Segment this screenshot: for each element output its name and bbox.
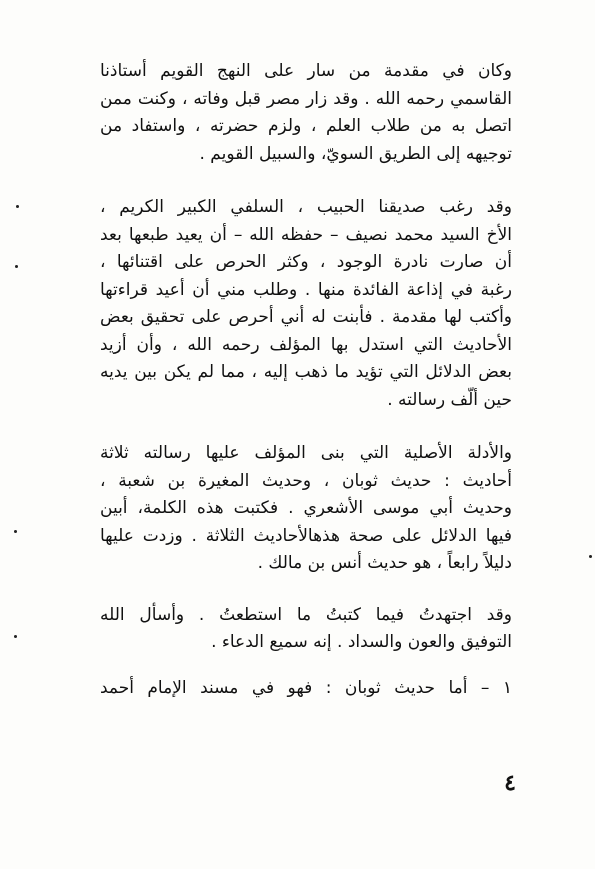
page-body: [100, 58, 512, 702]
text-line: حين ألّف رسالته .: [387, 389, 512, 410]
text-line: وحديث أبي موسى الأشعري . فكتبت هذه الكلمة، أبين: [100, 498, 512, 518]
scan-speck: [14, 530, 17, 533]
paragraph-3: [100, 440, 512, 578]
scan-speck: [14, 635, 17, 638]
paragraph-gap: [100, 657, 512, 675]
text-line: رغبة في إذاعة الفائدة منها . وطلب مني أن أعيد قراءتها: [100, 279, 512, 300]
text-line: التوفيق والعون والسداد . إنه سميع الدعاء .: [211, 632, 512, 652]
text-line: اتصل به من طلاب العلم ، ولزم حضرته ، واستفاد من: [100, 116, 512, 136]
paragraph-gap: [100, 168, 512, 194]
paragraph-gap: [100, 414, 512, 440]
text-line: القاسمي رحمه الله . وقد زار مصر قبل وفاته ، وكنت ممن: [100, 88, 512, 109]
paragraph-gap: [100, 578, 512, 602]
paragraph-1: [100, 58, 512, 168]
text-line: بعض الدلائل التي تؤيد ما ذهب إليه ، مما لم يكن بين يديه: [100, 362, 512, 382]
paragraph-2: [100, 194, 512, 414]
scan-speck: [15, 265, 18, 268]
text-line: وكان في مقدمة من سار على النهج القويم أستاذنا: [100, 61, 512, 81]
text-line: الأحاديث التي استدل بها المؤلف رحمه الله ، وأن أزيد: [100, 334, 512, 355]
text-line: وقد رغب صديقنا الحبيب ، السلفي الكبير الكريم ،: [100, 197, 512, 217]
text-line: وقد اجتهدتُ فيما كتبتُ ما استطعتُ . وأسأل الله: [100, 604, 512, 625]
text-line: أن صارت نادرة الوجود ، وكثر الحرص على اقتنائها ،: [100, 252, 512, 272]
scan-speck: [589, 555, 592, 558]
text-line: فيها الدلائل على صحة هذهالأحاديث الثلاثة . وزدت عليها: [100, 525, 512, 546]
text-line: توجيهه إلى الطريق السويّ، والسبيل القويم .: [199, 143, 512, 164]
paragraph-4: [100, 602, 512, 657]
scan-speck: [16, 205, 19, 208]
page-number: ٤: [504, 770, 516, 796]
paragraph-5: [100, 675, 512, 703]
text-line: وأكتب لها مقدمة . فأبنت له أني أحرص على تحقيق بعض: [100, 307, 512, 327]
text-line: الأخ السيد محمد نصيف – حفظه الله – أن يعيد طبعها بعد: [100, 224, 512, 245]
text-line: أحاديث : حديث ثوبان ، وحديث المغيرة بن شعبة ،: [100, 470, 512, 491]
text-line: ١ – أما حديث ثوبان : فهو في مسند الإمام أحمد: [100, 677, 512, 698]
text-line: دليلاً رابعاً ، هو حديث أنس بن مالك .: [257, 553, 512, 573]
text-line: والأدلة الأصلية التي بنى المؤلف عليها رسالته ثلاثة: [100, 443, 512, 463]
